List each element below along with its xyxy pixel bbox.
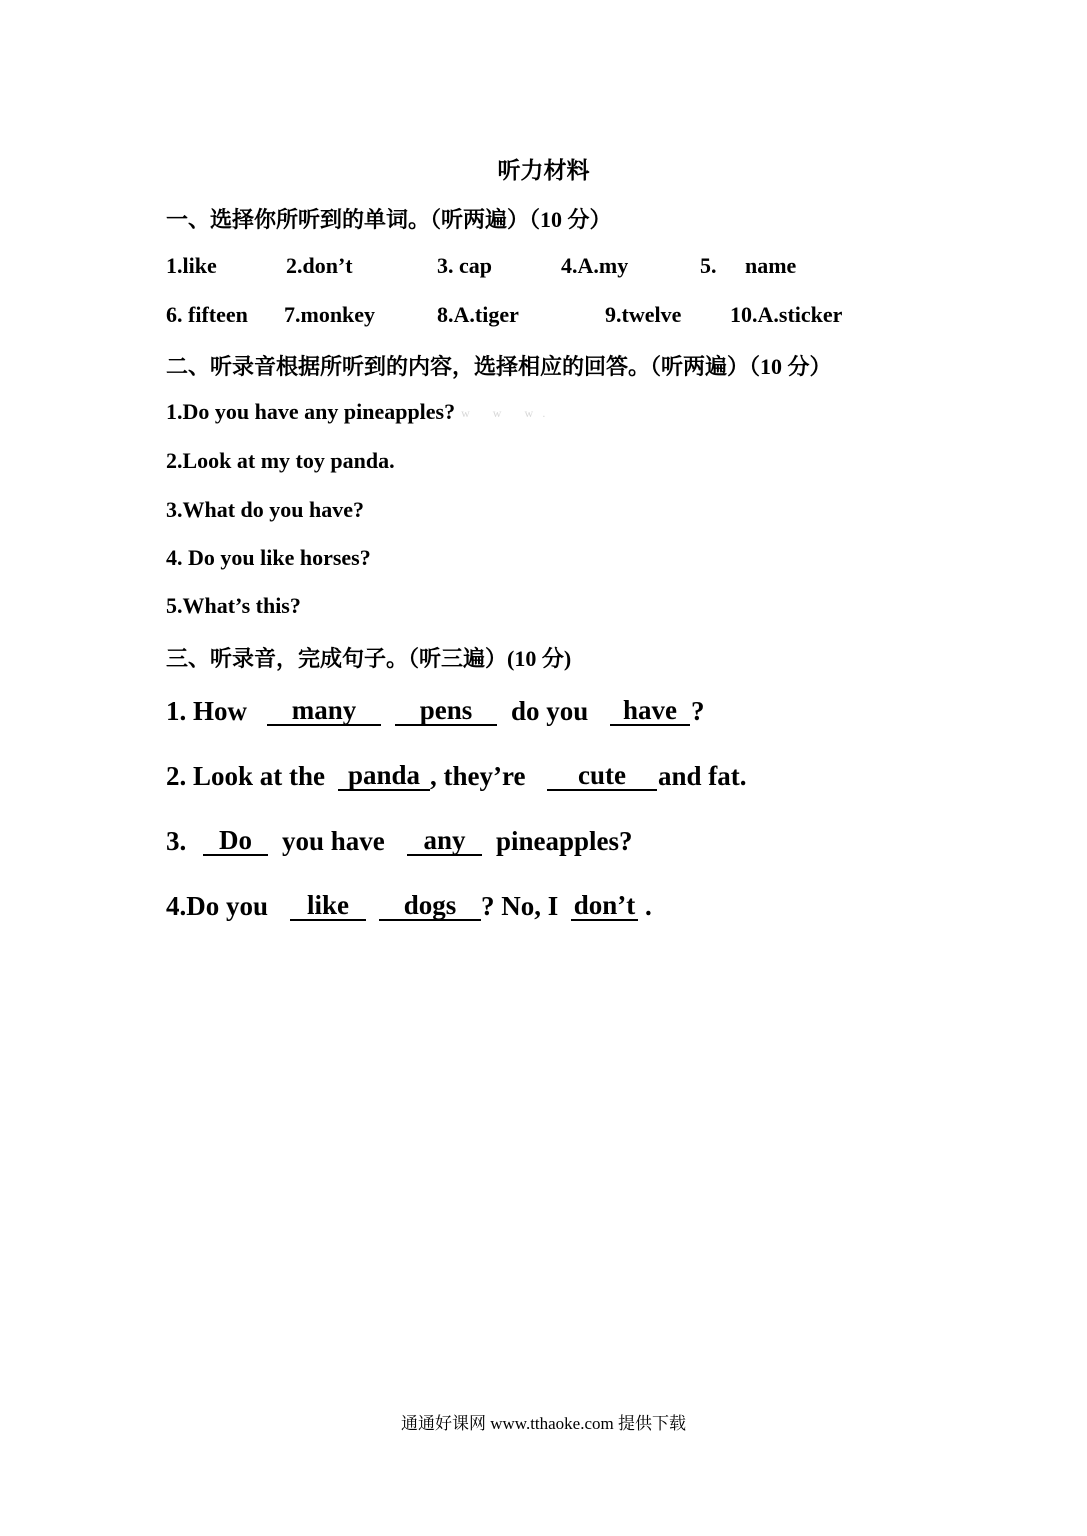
question-item: 5.What’s this? — [166, 593, 301, 618]
section2-heading: 二、听录音根据所听到的内容，选择相应的回答。（听两遍）（10 分） — [166, 354, 832, 379]
sentence-text: 2. Look at the — [166, 761, 326, 791]
word-option: 7.monkey — [284, 302, 376, 327]
answer-blank: Do — [203, 826, 268, 856]
word-option: 9.twelve — [605, 302, 682, 327]
sentence-text: ? — [691, 696, 705, 726]
answer-blank: panda — [338, 761, 430, 791]
watermark-mark: w w w. — [461, 406, 556, 421]
question-text: 1.Do you have any pineapples? — [166, 399, 456, 424]
sentence-text: and fat. — [658, 761, 747, 791]
question-item — [166, 399, 555, 425]
sentence-text: . — [645, 891, 652, 921]
section1-heading: 一、选择你所听到的单词。（听两遍）（10 分） — [166, 207, 612, 232]
sentence-text: ? No, I — [481, 891, 559, 921]
footer-credit: 通通好课网 www.tthaoke.com 提供下载 — [400, 1414, 687, 1433]
sentence-text: pineapples? — [496, 826, 633, 856]
sentence-text: , they’re — [430, 761, 526, 791]
sentence-text: 3. — [166, 826, 187, 856]
answer-blank: don’t — [571, 891, 638, 921]
question-item: 3.What do you have? — [166, 497, 365, 522]
answer-blank: pens — [395, 696, 497, 726]
question-item: 2.Look at my toy panda. — [166, 448, 395, 473]
answer-blank: cute — [547, 761, 657, 791]
answer-blank: like — [290, 891, 366, 921]
word-option: 10.A.sticker — [730, 302, 843, 327]
word-option: 2.don’t — [286, 253, 353, 278]
word-option: 8.A.tiger — [437, 302, 519, 327]
page-title: 听力材料 — [497, 158, 590, 183]
question-item: 4. Do you like horses? — [166, 545, 371, 570]
sentence-text: do you — [511, 696, 589, 726]
sentence-text: 1. How — [166, 696, 247, 726]
answer-blank: many — [267, 696, 381, 726]
word-option: 1.like — [166, 253, 217, 278]
answer-blank: dogs — [379, 891, 481, 921]
word-option: 3. cap — [437, 253, 492, 278]
section3-heading: 三、听录音，完成句子。（听三遍）(10 分) — [166, 646, 572, 671]
word-option: 6. fifteen — [166, 302, 248, 327]
sentence-text: you have — [282, 826, 385, 856]
word-option: 4.A.my — [561, 253, 629, 278]
sentence-text: 4.Do you — [166, 891, 269, 921]
answer-blank: have — [610, 696, 690, 726]
answer-blank: any — [407, 826, 482, 856]
word-option: 5. — [700, 253, 717, 278]
word-option: name — [745, 253, 797, 278]
